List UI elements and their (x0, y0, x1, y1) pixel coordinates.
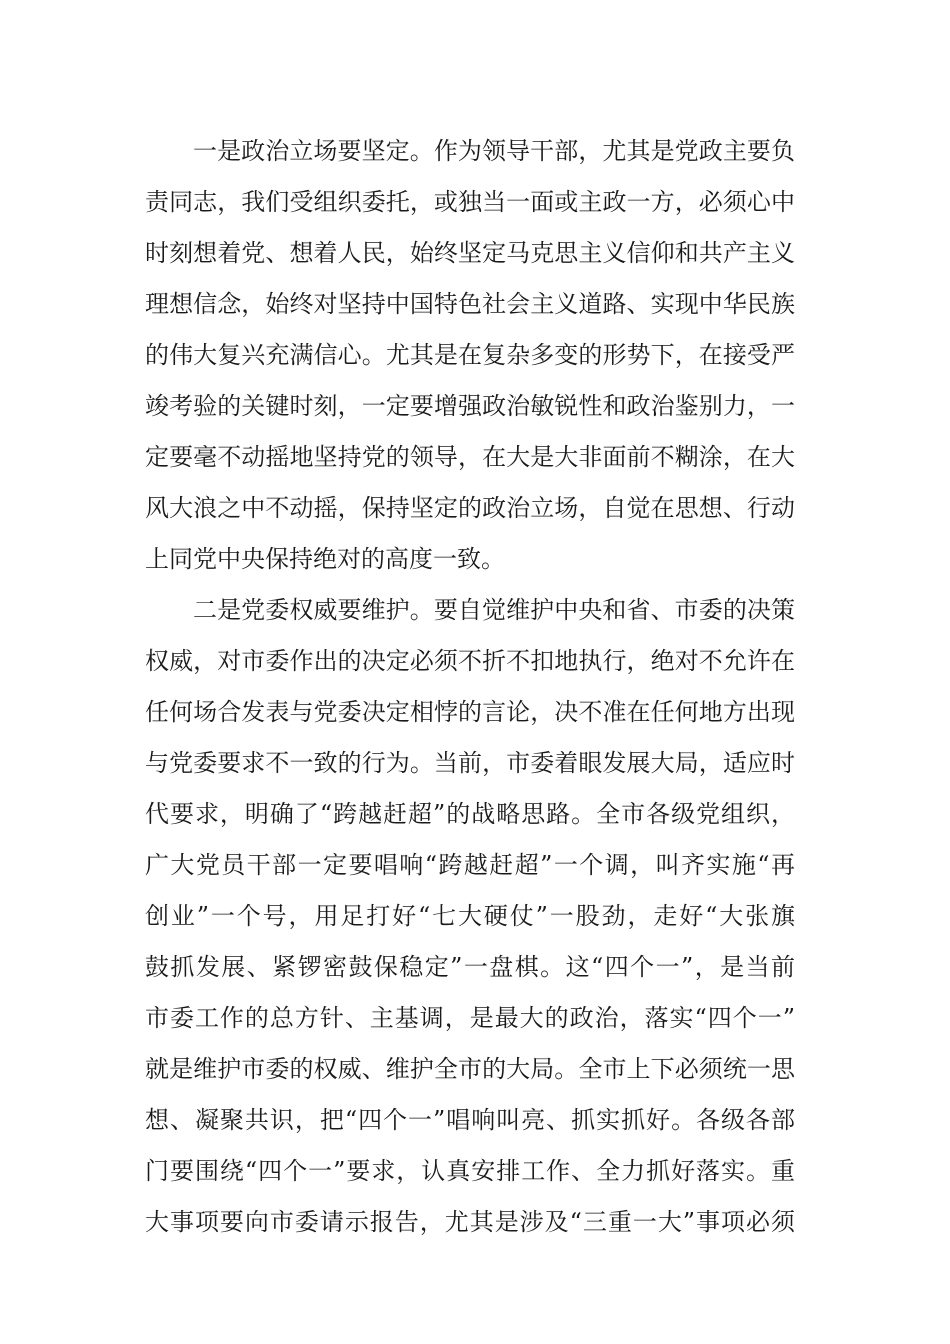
text-line: 权威，对市委作出的决定必须不折不扣地执行，绝对不允许在 (145, 647, 795, 675)
text-line: 风大浪之中不动摇，保持坚定的政治立场，自觉在思想、行动 (145, 494, 795, 522)
paragraph-party-authority (145, 585, 795, 1248)
text-line: 竣考验的关键时刻，一定要增强政治敏锐性和政治鉴别力，一 (145, 392, 795, 420)
text-line: 鼓抓发展、紧锣密鼓保稳定”一盘棋。这“四个一”，是当前 (145, 953, 795, 981)
text-line: 上同党中央保持绝对的高度一致。 (145, 545, 505, 573)
text-line: 理想信念，始终对坚持中国特色社会主义道路、实现中华民族 (145, 290, 795, 318)
text-line: 与党委要求不一致的行为。当前，市委着眼发展大局，适应时 (145, 749, 795, 777)
text-line: 就是维护市委的权威、维护全市的大局。全市上下必须统一思 (145, 1055, 795, 1083)
text-line: 二是党委权威要维护。要自觉维护中央和省、市委的决策 (193, 596, 795, 624)
text-line: 时刻想着党、想着人民，始终坚定马克思主义信仰和共产主义 (145, 239, 795, 267)
text-line: 想、凝聚共识，把“四个一”唱响叫亮、抓实抓好。各级各部 (145, 1106, 795, 1134)
text-line: 大事项要向市委请示报告，尤其是涉及“三重一大”事项必须 (145, 1208, 795, 1236)
paragraph-political-stance (145, 126, 795, 585)
text-line: 创业”一个号，用足打好“七大硬仗”一股劲，走好“大张旗 (145, 902, 795, 930)
text-line: 广大党员干部一定要唱响“跨越赶超”一个调，叫齐实施“再 (145, 851, 795, 879)
text-line: 任何场合发表与党委决定相悖的言论，决不准在任何地方出现 (145, 698, 795, 726)
text-line: 责同志，我们受组织委托，或独当一面或主政一方，必须心中 (145, 188, 795, 216)
text-line: 代要求，明确了“跨越赶超”的战略思路。全市各级党组织， (145, 800, 795, 828)
text-line: 的伟大复兴充满信心。尤其是在复杂多变的形势下，在接受严 (145, 341, 795, 369)
text-line: 门要围绕“四个一”要求，认真安排工作、全力抓好落实。重 (145, 1157, 795, 1185)
text-line: 市委工作的总方针、主基调，是最大的政治，落实“四个一” (145, 1004, 795, 1032)
text-line: 定要毫不动摇地坚持党的领导，在大是大非面前不糊涂，在大 (145, 443, 795, 471)
document-body (145, 126, 795, 1248)
text-line: 一是政治立场要坚定。作为领导干部，尤其是党政主要负 (193, 137, 795, 165)
